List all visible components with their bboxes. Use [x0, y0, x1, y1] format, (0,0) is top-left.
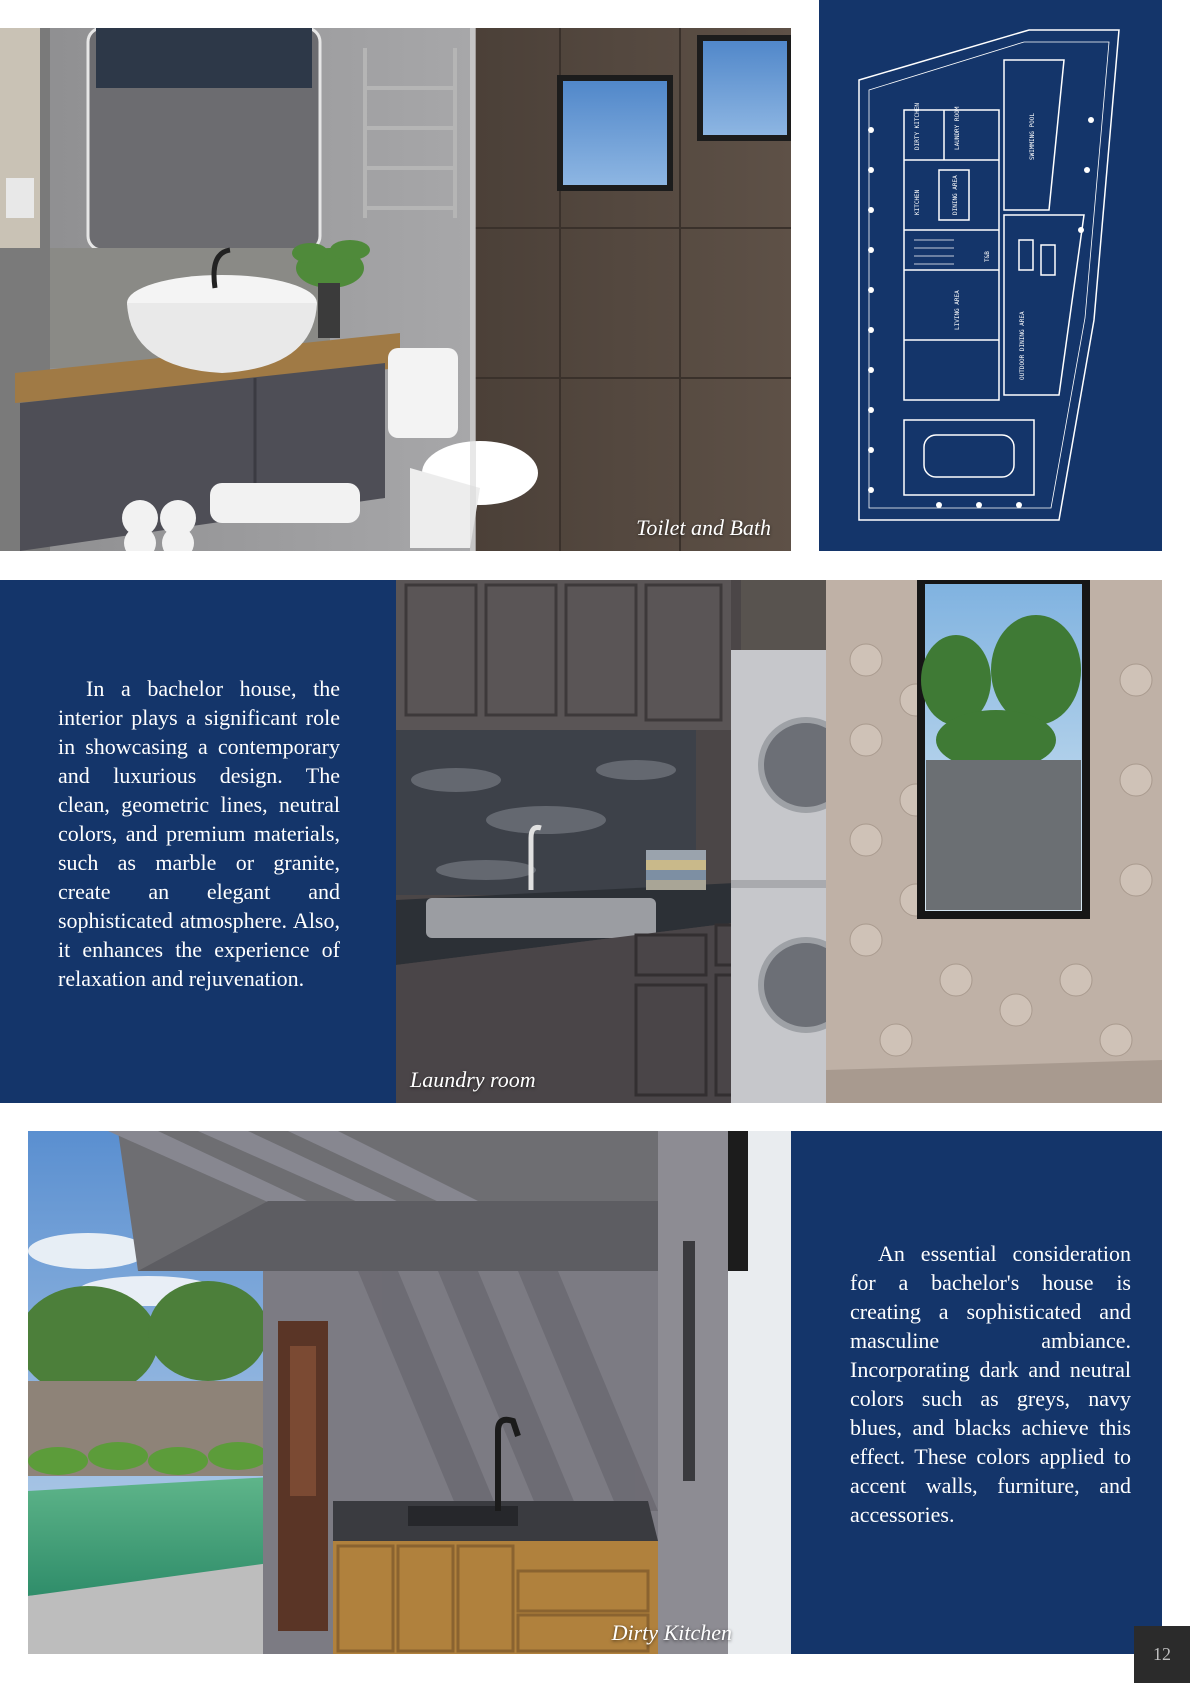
toilet-bath-photo	[0, 28, 791, 551]
plan-label-kitchen: KITCHEN	[914, 189, 921, 215]
plan-label-laundry: LAUNDRY ROOM	[954, 106, 961, 150]
intro-paragraph: In a bachelor house, the interior plays a significant role in showcasing a contemporary and luxurious design. The clean, geometric lines, neutral colors, and premium materials, such as marble or granite, create an elegant and sophisticated atmosphere. Also, it enhances the experience of relaxation and rejuvenation.	[58, 676, 340, 991]
intro-text-panel	[0, 580, 396, 1103]
plan-label-tb: T&B	[984, 251, 991, 262]
floor-plan-drawing	[819, 0, 1162, 551]
plan-label-living: LIVING AREA	[954, 290, 961, 330]
laundry-photo	[396, 580, 1162, 1103]
plan-label-dirty-kitchen: DIRTY KITCHEN	[914, 103, 921, 150]
plan-label-outdoor-dining: OUTDOOR DINING AREA	[1019, 311, 1026, 380]
ambiance-text-panel	[791, 1131, 1162, 1654]
page-number-badge	[1134, 1626, 1190, 1683]
plan-label-dining: DINING AREA	[952, 175, 959, 215]
toilet-bath-render	[0, 28, 791, 551]
laundry-caption: Laundry room	[410, 1067, 536, 1092]
ambiance-paragraph: An essential consideration for a bachelor's house is creating a sophisticated and masculine ambiance. Incorporating dark and neutral colors such as greys, navy blues, and blacks achieve this effect. These colors applied to accent walls, furniture, and accessories.	[850, 1241, 1131, 1527]
plan-label-pool: SWIMMING POOL	[1029, 113, 1036, 160]
page-number: 12	[1153, 1644, 1171, 1664]
floor-plan-panel	[819, 0, 1162, 551]
toilet-bath-caption: Toilet and Bath	[636, 515, 771, 540]
dirty-kitchen-render	[28, 1131, 792, 1654]
dirty-kitchen-photo	[28, 1131, 792, 1654]
dirty-kitchen-caption: Dirty Kitchen	[611, 1620, 732, 1645]
laundry-render	[396, 580, 1162, 1103]
